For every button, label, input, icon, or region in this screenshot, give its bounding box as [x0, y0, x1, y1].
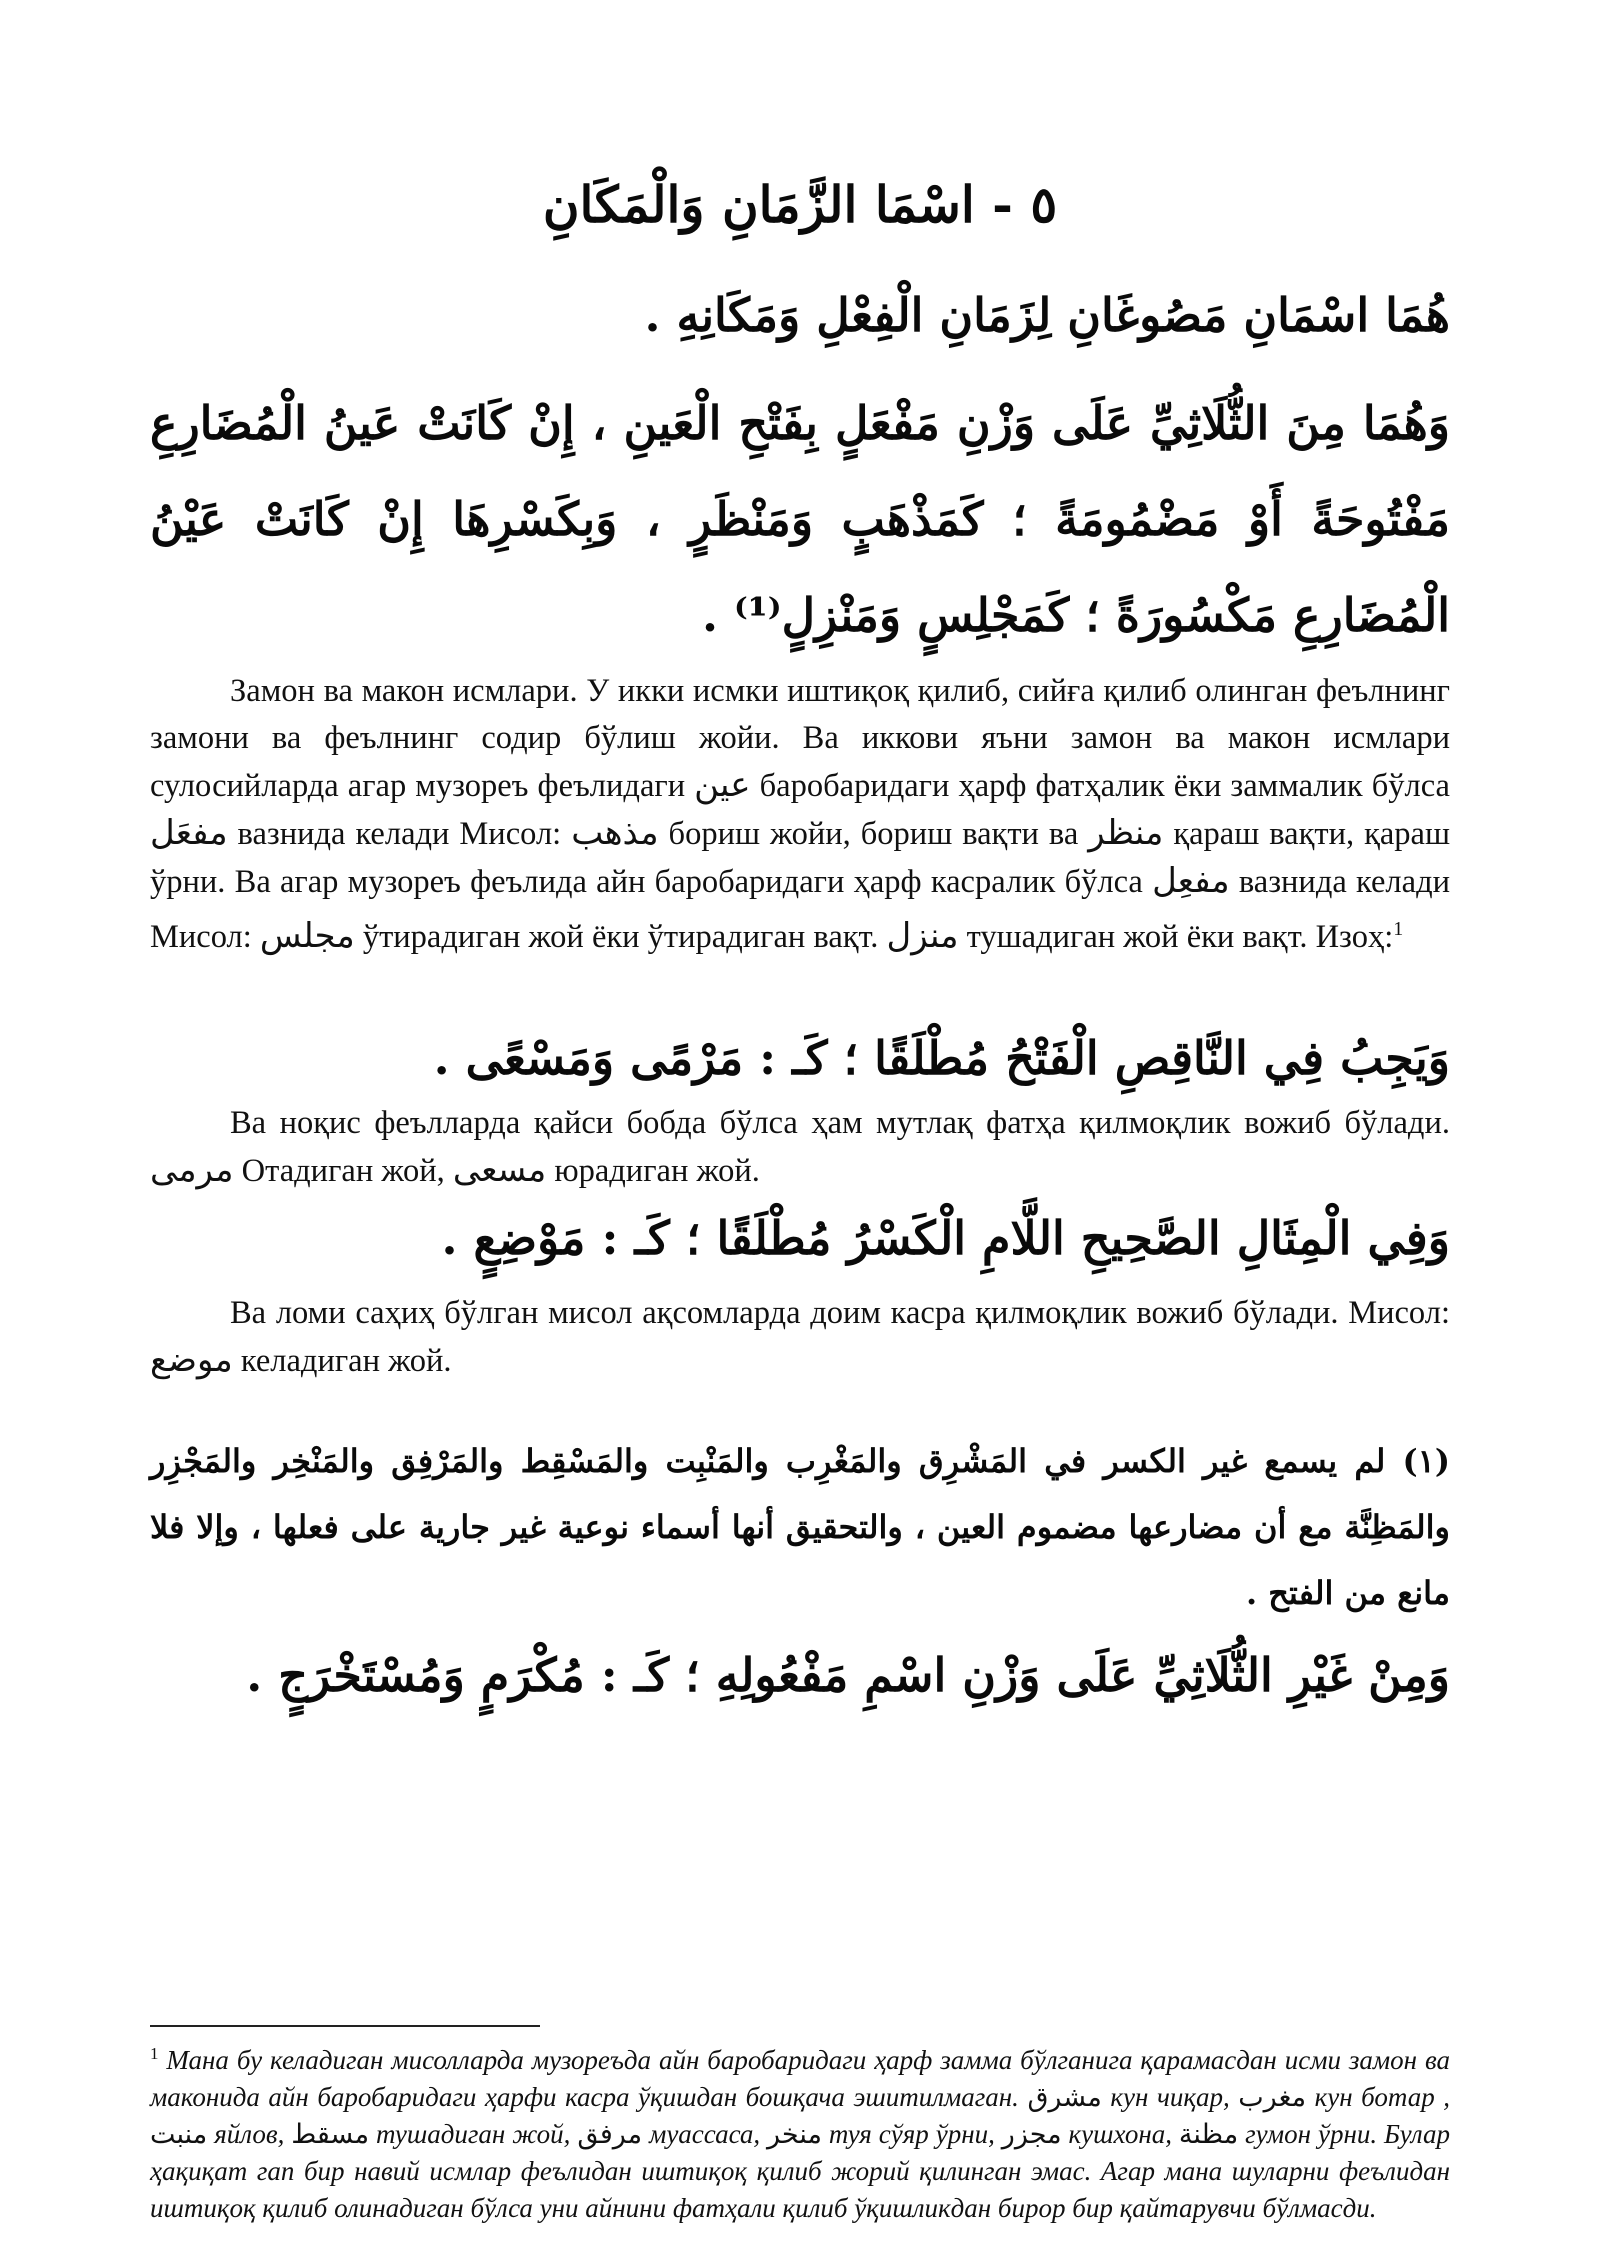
text-segment: Ва ломи саҳиҳ бўлган мисол ақсомларда доим касра қилмоқлик вожиб бўлади. Мисол: — [230, 1295, 1450, 1331]
arabic-word: مجلس — [259, 915, 355, 956]
text-segment: бориш жойи, бориш вақти ва — [658, 816, 1089, 852]
text-segment: ўтирадиган жой ёки ўтирадиган вақт. — [354, 918, 887, 955]
arabic-word: مفعَل — [150, 813, 228, 853]
arabic-word: مشرق — [1027, 2082, 1102, 2113]
text-segment: тушадиган жой, — [369, 2119, 578, 2149]
footnote-ref[interactable]: 1 — [1393, 918, 1404, 940]
arabic-naqis-line: وَيَجِبُ فِي النَّاقِصِ الْفَتْحُ مُطْلَقًا ؛ كَـ : مَرْمًى وَمَسْعًى . — [433, 1031, 1450, 1085]
arabic-word: منخر — [767, 2119, 822, 2150]
text-segment: қараш вақти, қараш ўрни. Ва агар музореъ феълида айн баробаридаги ҳарф касралик бўлса — [150, 816, 1450, 900]
arabic-definition-line: هُمَا اسْمَانِ مَصُوغَانِ لِزَمَانِ الْفِعْلِ وَمَكَانِهِ . — [644, 288, 1450, 342]
text-segment: кушхона, — [1061, 2119, 1179, 2149]
text-segment: кун ботар , — [1306, 2082, 1450, 2112]
text-segment: гумон ўрни. Булар ҳақиқат гап бир навий исмлар феълидан иштиқоқ қилиб жорий қилинган эмас. Агар мана шуларни феълидан иштиқоқ қилиб олинадиган бўлса уни айнини фатҳали қилиб ўқишликдан бирор бир қайтарувчи бўлмасди. — [150, 2119, 1450, 2223]
text-segment: Замон ва макон исмлари. У икки исмки иштиқоқ қилиб, сийға қилиб олинган феълнинг замони ва феълнинг содир бўлиш жойи. Ва иккови яъни замон ва макон исмлари сулосийларда агар музореъ феълидаги — [150, 673, 1450, 804]
text-segment: вазнида келади Мисол: — [227, 816, 572, 852]
arabic-rule-paragraph: وَهُمَا مِنَ الثُّلَاثِيِّ عَلَى وَزْنِ مَفْعَلٍ بِفَتْحِ الْعَينِ ، إِنْ كَانَتْ عَينُ الْمُضَارِعِ مَفْتُوحَةً أَوْ مَضْمُومَةً ؛ كَمَذْهَبٍ وَمَنْظَرٍ ، وَبِكَسْرِهَا إِنْ كَانَتْ عَيْنُ الْمُضَارِعِ مَكْسُورَةً ؛ كَمَجْلِسٍ وَمَنْزِلٍ⁽¹⁾ . — [150, 396, 1450, 642]
text-segment: баробаридаги ҳарф фатҳалик ёки заммалик бўлса — [750, 768, 1450, 804]
text-segment: Мана бу келадиган мисолларда музореъда айн баробаридаги ҳарф замма бўлганига қарамасдан исми замон ва маконида айн баробаридаги ҳарфи касра ўқишдан бошқача эшитилмаган. — [150, 2045, 1450, 2112]
arabic-word: مرمى — [150, 1150, 234, 1190]
arabic-word: منبت — [150, 2119, 208, 2150]
arabic-word: عين — [694, 765, 751, 805]
arabic-word: مجزر — [1001, 2119, 1062, 2150]
arabic-word: مسقط — [291, 2119, 370, 2150]
arabic-word: مرفق — [577, 2119, 643, 2150]
arabic-mithal-line: وَفِي الْمِثَالِ الصَّحِيحِ اللَّامِ الْكَسْرُ مُطْلَقًا ؛ كَـ : مَوْضِعٍ . — [441, 1211, 1450, 1265]
arabic-footnote-note: (١) لم يسمع غير الكسر في المَشْرِق والمَغْرِب والمَنْبِت والمَسْقِط والمَرْفِق والمَنْخِر والمَجْزِر والمَظِنَّة مع أن مضارعها مضموم العين ، والتحقيق أنها أسماء نوعية غير جارية على فعلها ، وإلا فلا مانع من الفتح . — [150, 1442, 1450, 1612]
text-segment: келадиган жой. — [232, 1343, 452, 1379]
arabic-word: مسعى — [452, 1150, 547, 1190]
text-segment: муассаса, — [642, 2119, 768, 2149]
arabic-non-trilateral-line: وَمِنْ غَيْرِ الثُّلَاثِيِّ عَلَى وَزْنِ اسْمِ مَفْعُولِهِ ؛ كَـ : مُكْرَمٍ وَمُسْتَخْرَجٍ . — [246, 1648, 1450, 1702]
text-segment: Отадиган жой, — [233, 1153, 453, 1189]
arabic-word: موضع — [150, 1340, 233, 1380]
uzbek-paragraph-3 — [150, 1290, 1450, 1385]
arabic-word: مفعِل — [1152, 861, 1230, 901]
uzbek-paragraph-2 — [150, 1100, 1450, 1195]
arabic-word: منزل — [886, 915, 959, 956]
footnote — [150, 2035, 1450, 2227]
arabic-word: مغرب — [1238, 2082, 1307, 2113]
text-segment: юрадиган жой. — [546, 1153, 760, 1189]
uzbek-paragraph-1 — [150, 668, 1450, 961]
text-segment: яйлов, — [207, 2119, 292, 2149]
section-title: ٥ - اسْمَا الزَّمَانِ وَالْمَكَانِ — [542, 175, 1058, 234]
text-segment: кун чиқар, — [1101, 2082, 1239, 2112]
text-segment: вазнида келади Мисол: — [150, 864, 1450, 955]
text-segment: Ва ноқис феълларда қайси бобда бўлса ҳам мутлақ фатҳа қилмоқлик вожиб бўлади. — [230, 1105, 1450, 1141]
arabic-word: منظر — [1088, 813, 1164, 853]
arabic-word: مظنة — [1178, 2119, 1239, 2150]
text-segment: туя сўяр ўрни, — [821, 2119, 1002, 2149]
footnote-number: 1 — [150, 2044, 159, 2063]
text-segment: тушадиган жой ёки вақт. Изоҳ: — [958, 918, 1394, 955]
footnote-separator — [150, 2025, 540, 2027]
arabic-word: مذهب — [571, 813, 659, 853]
